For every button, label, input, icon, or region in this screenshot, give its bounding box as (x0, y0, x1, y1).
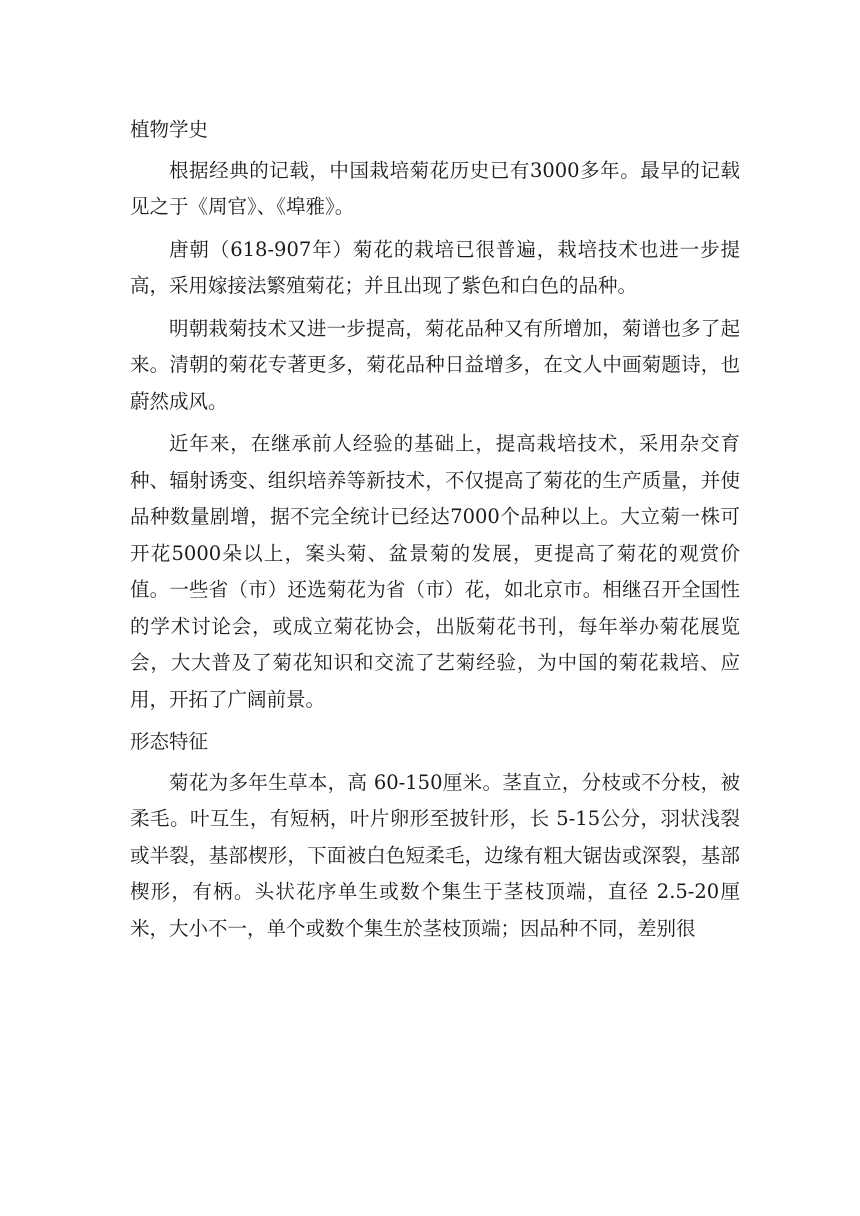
paragraph: 菊花为多年生草本，高 60-150厘米。茎直立，分枝或不分枝，被柔毛。叶互生，有短柄，叶片卵形至披针形，长 5-15公分，羽状浅裂或半裂，基部楔形，下面被白色短柔毛，边缘有粗大锯齿或深裂，基部楔形，有柄。头状花序单生或数个集生于茎枝顶端，直径 2.5-20厘米，大小不一，单个或数个集生於茎枝顶端；因品种不同，差别很 (130, 770, 740, 940)
paragraph: 根据经典的记载，中国栽培菊花历史已有3000多年。最早的记载见之于《周官》、《埠雅》。 (130, 158, 740, 218)
section-heading: 形态特征 (130, 730, 209, 753)
section-heading: 植物学史 (130, 118, 209, 141)
section-morphology (130, 724, 740, 947)
paragraph: 明朝栽菊技术又进一步提高，菊花品种又有所增加，菊谱也多了起来。清朝的菊花专著更多，菊花品种日益增多，在文人中画菊题诗，也蔚然成风。 (130, 316, 740, 413)
document-body (130, 112, 740, 953)
paragraph: 近年来，在继承前人经验的基础上，提高栽培技术，采用杂交育种、辐射诱变、组织培养等新技术，不仅提高了菊花的生产质量，并使品种数量剧增，据不完全统计已经达7000个品种以上。大立菊一株可开花5000朵以上，案头菊、盆景菊的发展，更提高了菊花的观赏价值。一些省（市）还选菊花为省（市）花，如北京市。相继召开全国性的学术讨论会，或成立菊花协会，出版菊花书刊，每年举办菊花展览会，大大普及了菊花知识和交流了艺菊经验，为中国的菊花栽培、应用，开拓了广阔前景。 (130, 432, 740, 711)
paragraph: 唐朝（618-907年）菊花的栽培已很普遍，栽培技术也进一步提高，采用嫁接法繁殖菊花；并且出现了紫色和白色的品种。 (130, 237, 740, 297)
section-history (130, 112, 740, 718)
